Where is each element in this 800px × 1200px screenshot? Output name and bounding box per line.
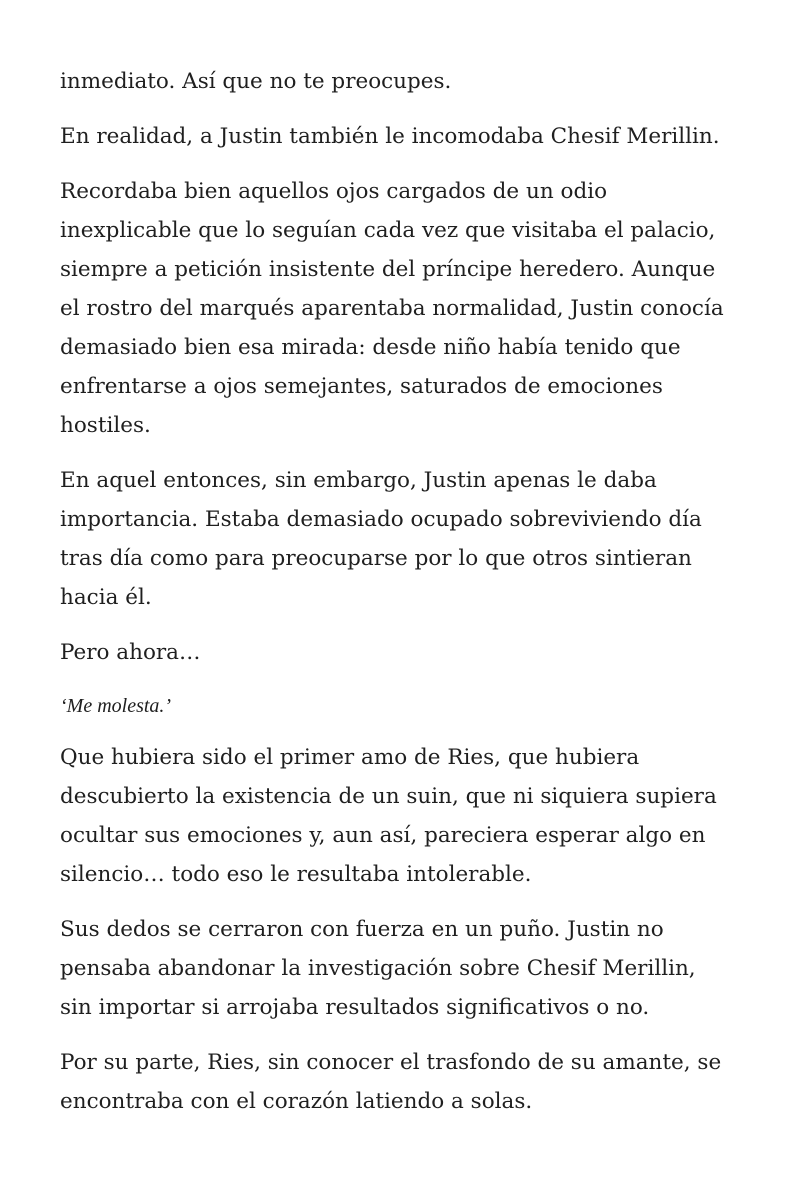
paragraph: Recordaba bien aquellos ojos cargados de un odio inexplicable que lo seguían cada vez que visitaba el palacio, siempre a petición insistente del príncipe heredero. Aunque el rostro del marqués aparentaba normalidad, Justin conocía demasiado bien esa mirada: desde niño había tenido que enfrentarse a ojos semejantes, saturados de emociones hostiles. [60, 179, 724, 438]
document-page [60, 62, 750, 1137]
paragraph: En aquel entonces, sin embargo, Justin apenas le daba importancia. Estaba demasiado ocupado sobreviviendo día tras día como para preocuparse por lo que otros sintieran hacia él. [60, 468, 702, 610]
paragraph: Sus dedos se cerraron con fuerza en un puño. Justin no pensaba abandonar la investigación sobre Chesif Merillin, sin importar si arrojaba resultados significativos o no. [60, 917, 696, 1020]
paragraph: inmediato. Así que no te preocupes. [60, 69, 452, 94]
paragraph: Por su parte, Ries, sin conocer el trasfondo de su amante, se encontraba con el corazón latiendo a solas. [60, 1050, 722, 1114]
paragraph: Pero ahora… [60, 640, 201, 665]
inner-thought: ‘Me molesta.’ [60, 695, 172, 717]
paragraph: Que hubiera sido el primer amo de Ries, que hubiera descubierto la existencia de un suin, que ni siquiera supiera ocultar sus emociones y, aun así, pareciera esperar algo en silencio… todo eso le resultaba intolerable. [60, 745, 717, 887]
paragraph: En realidad, a Justin también le incomodaba Chesif Merillin. [60, 124, 720, 149]
